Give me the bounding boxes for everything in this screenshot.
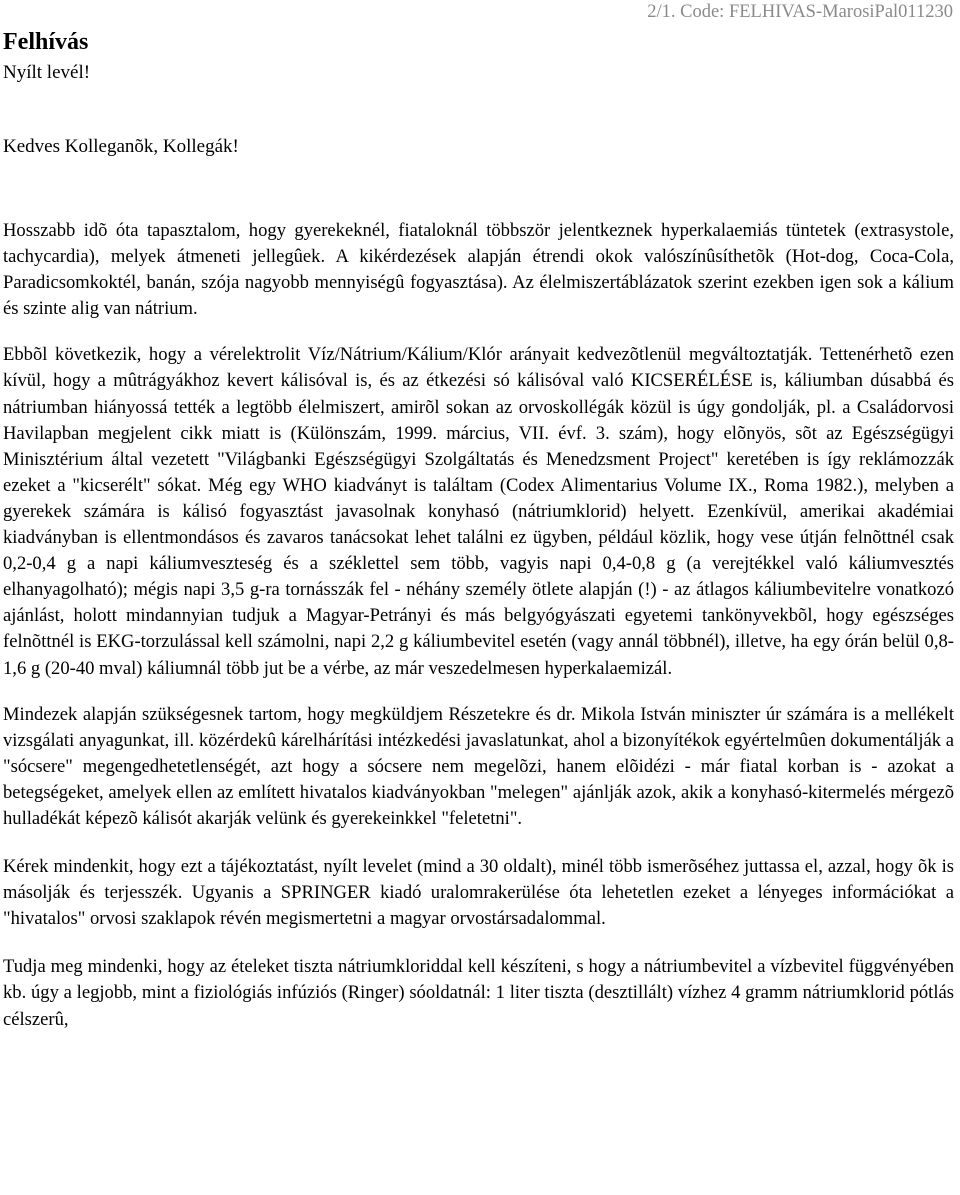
greeting: Kedves Kolleganõk, Kollegák! (3, 136, 239, 157)
document-title: Felhívás (3, 29, 89, 55)
paragraph-1: Hosszabb idõ óta tapasztalom, hogy gyerekeknél, fiataloknál többször jelentkeznek hyperkalaemiás tüntetek (extrasystole, tachycardia), melyek átmeneti jellegûek. A kikérdezések alapján étrendi okok valószínûsíthetõk (Hot-dog, Coca-Cola, Paradicsomkoktél, banán, szója nagyobb mennyiségû fogyasztása). Az élelmiszertáblázatok szerint ezekben igen sok a kálium és szinte alig van nátrium. (3, 220, 954, 320)
paragraph-5: Tudja meg mindenki, hogy az ételeket tiszta nátriumkloriddal kell készíteni, s hogy a nátriumbevitel a vízbevitel függvényében kb. úgy a legjobb, mint a fiziológiás infúziós (Ringer) sóoldatnál: 1 liter tiszta (desztillált) vízhez 4 gramm nátriumklorid pótlás célszerû, (3, 956, 954, 1030)
paragraph-2: Ebbõl következik, hogy a vérelektrolit Víz/Nátrium/Kálium/Klór arányait kedvezõtlenül megváltoztatják. Tettenérhetõ ezen kívül, hogy a mûtrágyákhoz kevert kálisóval is, és az étkezési só kálisóval való KICSERÉLÉSE is, káliumban dúsabbá és nátriumban hiányossá tették a legtöbb élelmiszert, amirõl sokan az orvoskollégák közül is úgy gondolják, pl. a Családorvosi Havilapban megjelent cikk miatt is (Különszám, 1999. március, VII. évf. 3. szám), hogy elõnyös, sõt az Egészségügyi Minisztérium által vezetett "Világbanki Egészségügyi Szolgáltatás és Menedzsment Project" keretében is így reklámozzák ezeket a "kicserélt" sókat. Még egy WHO kiadványt is találtam (Codex Alimentarius Volume IX., Roma 1982.), melyben a gyerekek számára is kálisó fogyasztást javasolnak konyhasó (nátriumklorid) helyett. Ezenkívül, amerikai akadémiai kiadványban is ellentmondásos és zavaros tanácsokat lehet találni ez ügyben, például közlik, hogy vese útján felnõttnél csak 0,2-0,4 g a napi káliumveszteség és a széklettel sem több, vagyis napi 0,4-0,8 g (a verejtékkel való káliumvesztés elhanyagolható); mégis napi 3,5 g-ra tornásszák fel - néhány személy ötlete alapján (!) - az átlagos káliumbevitelre vonatkozó ajánlást, holott mindannyian tudjuk a Magyar-Petrányi és más belgyógyászati egyetemi tankönyvekbõl, hogy egészséges felnõttnél is EKG-torzulással kell számolni, napi 2,2 g káliumbevitel esetén (vagy annál többnél), illetve, ha egy órán belül 0,8-1,6 g (20-40 mval) káliumnál több jut be a vérbe, az már veszedelmesen hyperkalaemizál. (3, 344, 954, 679)
letter-body (3, 218, 954, 1053)
paragraph-3: Mindezek alapján szükségesnek tartom, hogy megküldjem Részetekre és dr. Mikola István miniszter úr számára is a mellékelt vizsgálati anyagunkat, ill. közérdekû kárelhárítási intézkedési javaslatunkat, ahol a bizonyítékok egyértelmûen dokumentálják a "sócsere" megengedhetetlenségét, azt hogy a sócsere nem megelõzi, hanem elõidézi - már fiatal korban is - azokat a betegségeket, amelyek ellen az említett hivatalos kiadványokban "melegen" ajánlják azok, akik a konyhasó-kitermelés mérgezõ hulladékát képezõ kálisót akarják velünk és gyerekeinkkel "feletetni". (3, 703, 954, 829)
document-subtitle: Nyílt levél! (3, 62, 91, 83)
paragraph-4: Kérek mindenkit, hogy ezt a tájékoztatást, nyílt levelet (mind a 30 oldalt), minél több ismerõséhez juttassa el, azzal, hogy õk is másolják és terjesszék. Ugyanis a SPRINGER kiadó uralomrakerülése óta lehetetlen ezeket a lényeges információkat a "hivatalos" orvosi szaklapok révén megismertetni a magyar orvostársadalommal. (3, 856, 954, 930)
document-code: 2/1. Code: FELHIVAS-MarosiPal011230 (647, 2, 953, 22)
